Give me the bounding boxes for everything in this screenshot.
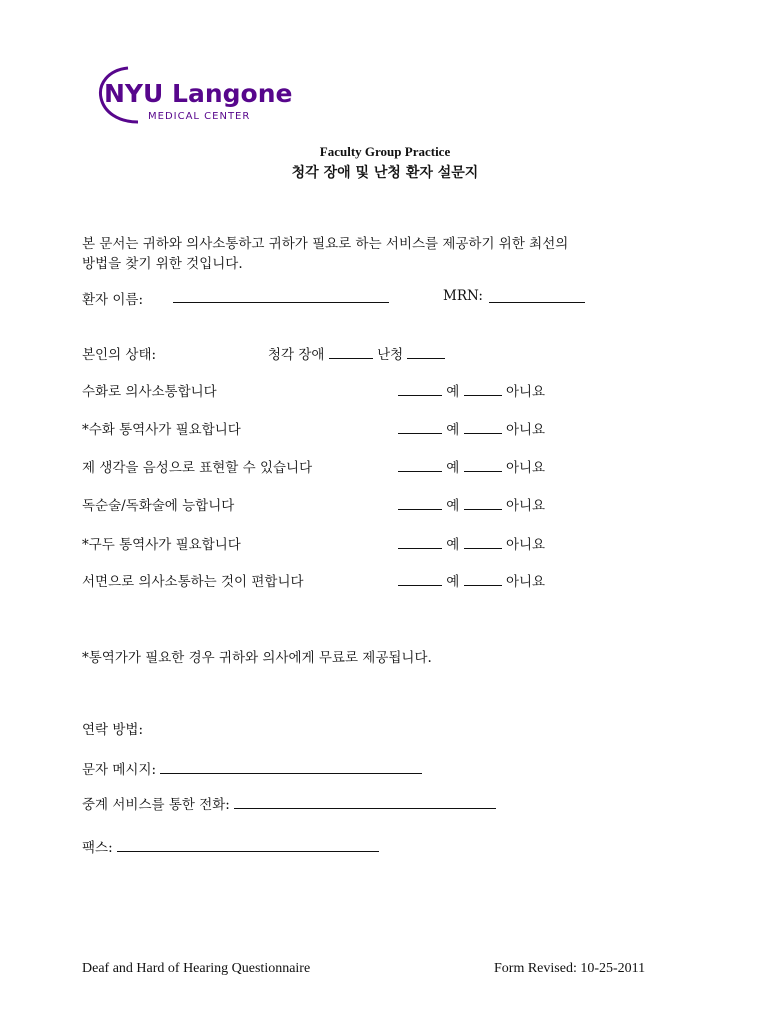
- intro-line-1: 본 문서는 귀하와 의사소통하고 귀하가 필요로 하는 서비스를 제공하기 위한 최선의: [82, 236, 569, 252]
- no-blank[interactable]: [464, 497, 502, 510]
- no-blank[interactable]: [464, 459, 502, 472]
- answer-row-2: [398, 418, 545, 438]
- status-label: 본인의 상태:: [82, 347, 157, 363]
- patient-name-label: 환자 이름:: [82, 292, 144, 308]
- relay-service-label: 중계 서비스를 통한 전화:: [82, 797, 230, 813]
- logo-wordmark: NYU Langone: [104, 79, 293, 108]
- intro-line-2: 방법을 찾기 위한 것입니다.: [82, 256, 243, 272]
- no-label: 아니요: [505, 422, 546, 438]
- patient-name-field[interactable]: [173, 288, 389, 307]
- yes-blank[interactable]: [398, 573, 442, 586]
- no-label: 아니요: [505, 460, 546, 476]
- text-message-label: 문자 메시지:: [82, 762, 157, 778]
- status-options: [268, 343, 445, 363]
- fax-row: [82, 836, 379, 856]
- yes-blank[interactable]: [398, 383, 442, 396]
- question-2: *수화 통역사가 필요합니다: [82, 422, 241, 438]
- status-hoh-blank[interactable]: [407, 346, 445, 359]
- yes-blank[interactable]: [398, 536, 442, 549]
- answer-row-3: [398, 456, 545, 476]
- text-message-row: [82, 758, 422, 778]
- status-hoh-label: 난청: [377, 347, 404, 363]
- nyu-langone-logo: [98, 62, 293, 126]
- status-deaf-label: 청각 장애: [268, 347, 325, 363]
- yes-label: 예: [446, 537, 460, 553]
- question-4: 독순술/독화술에 능합니다: [82, 498, 235, 514]
- no-label: 아니요: [505, 537, 546, 553]
- yes-label: 예: [446, 574, 460, 590]
- yes-label: 예: [446, 498, 460, 514]
- logo-subtext: MEDICAL CENTER: [148, 111, 251, 122]
- no-label: 아니요: [505, 498, 546, 514]
- fax-label: 팩스:: [82, 840, 113, 856]
- question-3: 제 생각을 음성으로 표현할 수 있습니다: [82, 460, 313, 476]
- fax-field[interactable]: [117, 839, 379, 852]
- question-6: 서면으로 의사소통하는 것이 편합니다: [82, 574, 304, 590]
- text-message-field[interactable]: [160, 761, 422, 774]
- no-blank[interactable]: [464, 383, 502, 396]
- yes-blank[interactable]: [398, 421, 442, 434]
- no-blank[interactable]: [464, 421, 502, 434]
- question-5: *구두 통역사가 필요합니다: [82, 537, 241, 553]
- no-label: 아니요: [505, 574, 546, 590]
- answer-row-4: [398, 494, 545, 514]
- footer-form-name: Deaf and Hard of Hearing Questionnaire: [82, 961, 311, 976]
- no-blank[interactable]: [464, 573, 502, 586]
- answer-row-5: [398, 533, 545, 553]
- yes-label: 예: [446, 384, 460, 400]
- status-deaf-blank[interactable]: [329, 346, 373, 359]
- relay-service-row: [82, 793, 496, 813]
- mrn-label: MRN:: [443, 288, 483, 304]
- yes-blank[interactable]: [398, 497, 442, 510]
- mrn-field[interactable]: [489, 288, 585, 307]
- no-label: 아니요: [505, 384, 546, 400]
- answer-row-1: [398, 380, 545, 400]
- contact-heading: 연락 방법:: [82, 722, 144, 738]
- document-title: 청각 장애 및 난청 환자 설문지: [291, 165, 479, 181]
- question-1: 수화로 의사소통합니다: [82, 384, 217, 400]
- relay-service-field[interactable]: [234, 796, 496, 809]
- yes-blank[interactable]: [398, 459, 442, 472]
- answer-row-6: [398, 570, 545, 590]
- yes-label: 예: [446, 460, 460, 476]
- interpreter-note: *통역가가 필요한 경우 귀하와 의사에게 무료로 제공됩니다.: [82, 650, 432, 666]
- no-blank[interactable]: [464, 536, 502, 549]
- yes-label: 예: [446, 422, 460, 438]
- document-subtitle: Faculty Group Practice: [319, 144, 451, 159]
- footer-revision-date: Form Revised: 10-25-2011: [494, 961, 646, 976]
